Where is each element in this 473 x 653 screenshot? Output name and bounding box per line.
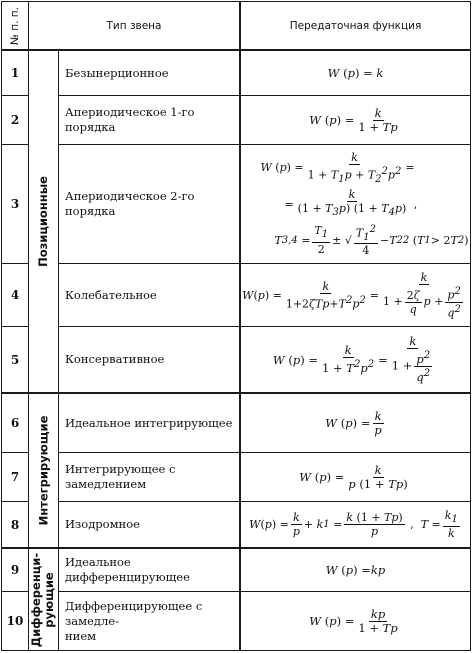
link-type: Апериодическое 1-го порядка bbox=[65, 105, 195, 134]
link-type: Идеальное дифференцирующее bbox=[65, 555, 190, 584]
row-number: 4 bbox=[10, 288, 20, 302]
row-number: 5 bbox=[10, 352, 20, 367]
header-link-type: Тип звена bbox=[106, 19, 162, 32]
transfer-function: W ( p ) = $\frac{k}{1 + T^2p^2}$ = k 1 + $\frac{p^2}{q^2}$ bbox=[272, 334, 431, 384]
group-label-differentiating: Дифференци- рующие bbox=[29, 552, 57, 647]
transfer-function: W ( p ) = $\frac{k}{p}$ + k 1 = $\frac{k (1 + Tp)}{p}$ , T = $\frac{k_1}{k}$ bbox=[249, 508, 458, 541]
row-number: 2 bbox=[10, 113, 20, 127]
transfer-function: W ( p ) = $\frac{k}{p}$ bbox=[325, 408, 382, 437]
link-type: Идеальное интегрирующее bbox=[65, 415, 233, 430]
row-number: 7 bbox=[10, 470, 20, 484]
link-type: Апериодическое 2-го порядка bbox=[65, 189, 195, 218]
transfer-function-table bbox=[1, 1, 471, 651]
group-label-integrating: Интегрирующие bbox=[36, 415, 50, 526]
link-type: Интегрирующее с замедлением bbox=[65, 462, 176, 491]
row-number: 3 bbox=[10, 197, 20, 211]
header-transfer-function: Передаточная функция bbox=[289, 19, 422, 32]
row-number: 10 bbox=[6, 614, 24, 628]
transfer-function: W ( p ) = $\frac{k}{1 + Tp}$ bbox=[309, 105, 398, 134]
transfer-function: W ( p ) = k bbox=[327, 66, 384, 80]
transfer-function: W ( p ) = $\frac{k}{1+2\zeta Tp+T^2p^2}$ = k 1 + $\frac{2\zeta}{q}$ p + $\frac{p^2}{q^2}$ bbox=[242, 270, 461, 320]
row-number: 1 bbox=[10, 66, 20, 80]
link-type: Колебательное bbox=[65, 287, 157, 302]
transfer-function: W ( p ) = $\frac{k}{p (1 + Tp)}$ bbox=[299, 462, 408, 491]
group-label-positional: Позиционные bbox=[36, 176, 50, 267]
link-type: Дифференцирующее с замедле- нием bbox=[65, 598, 203, 643]
transfer-function: W ( p ) = $\frac{kp}{1 + Tp}$ bbox=[309, 606, 398, 635]
row-number: 9 bbox=[10, 563, 20, 577]
transfer-function: W ( p ) = $\frac{k}{1 + T_1p + T_2^2p^2}$ = = $\frac{k}{(1 + T_3p) (1 + T_4p)}$ , T 3,4 = $\frac{T_1}{2}$ ± √ $\frac{T_1^2}{4}$ − T 2 2 ( T 1 > 2 T 2 ) bbox=[260, 150, 469, 258]
link-type: Безынерционное bbox=[65, 65, 169, 80]
row-number: 8 bbox=[10, 517, 20, 532]
transfer-function: W ( p ) = kp bbox=[325, 563, 386, 577]
row-number: 6 bbox=[10, 416, 20, 430]
link-type: Консервативное bbox=[65, 352, 165, 366]
header-number: № п. п. bbox=[9, 6, 22, 45]
link-type: Изодромное bbox=[65, 517, 140, 531]
